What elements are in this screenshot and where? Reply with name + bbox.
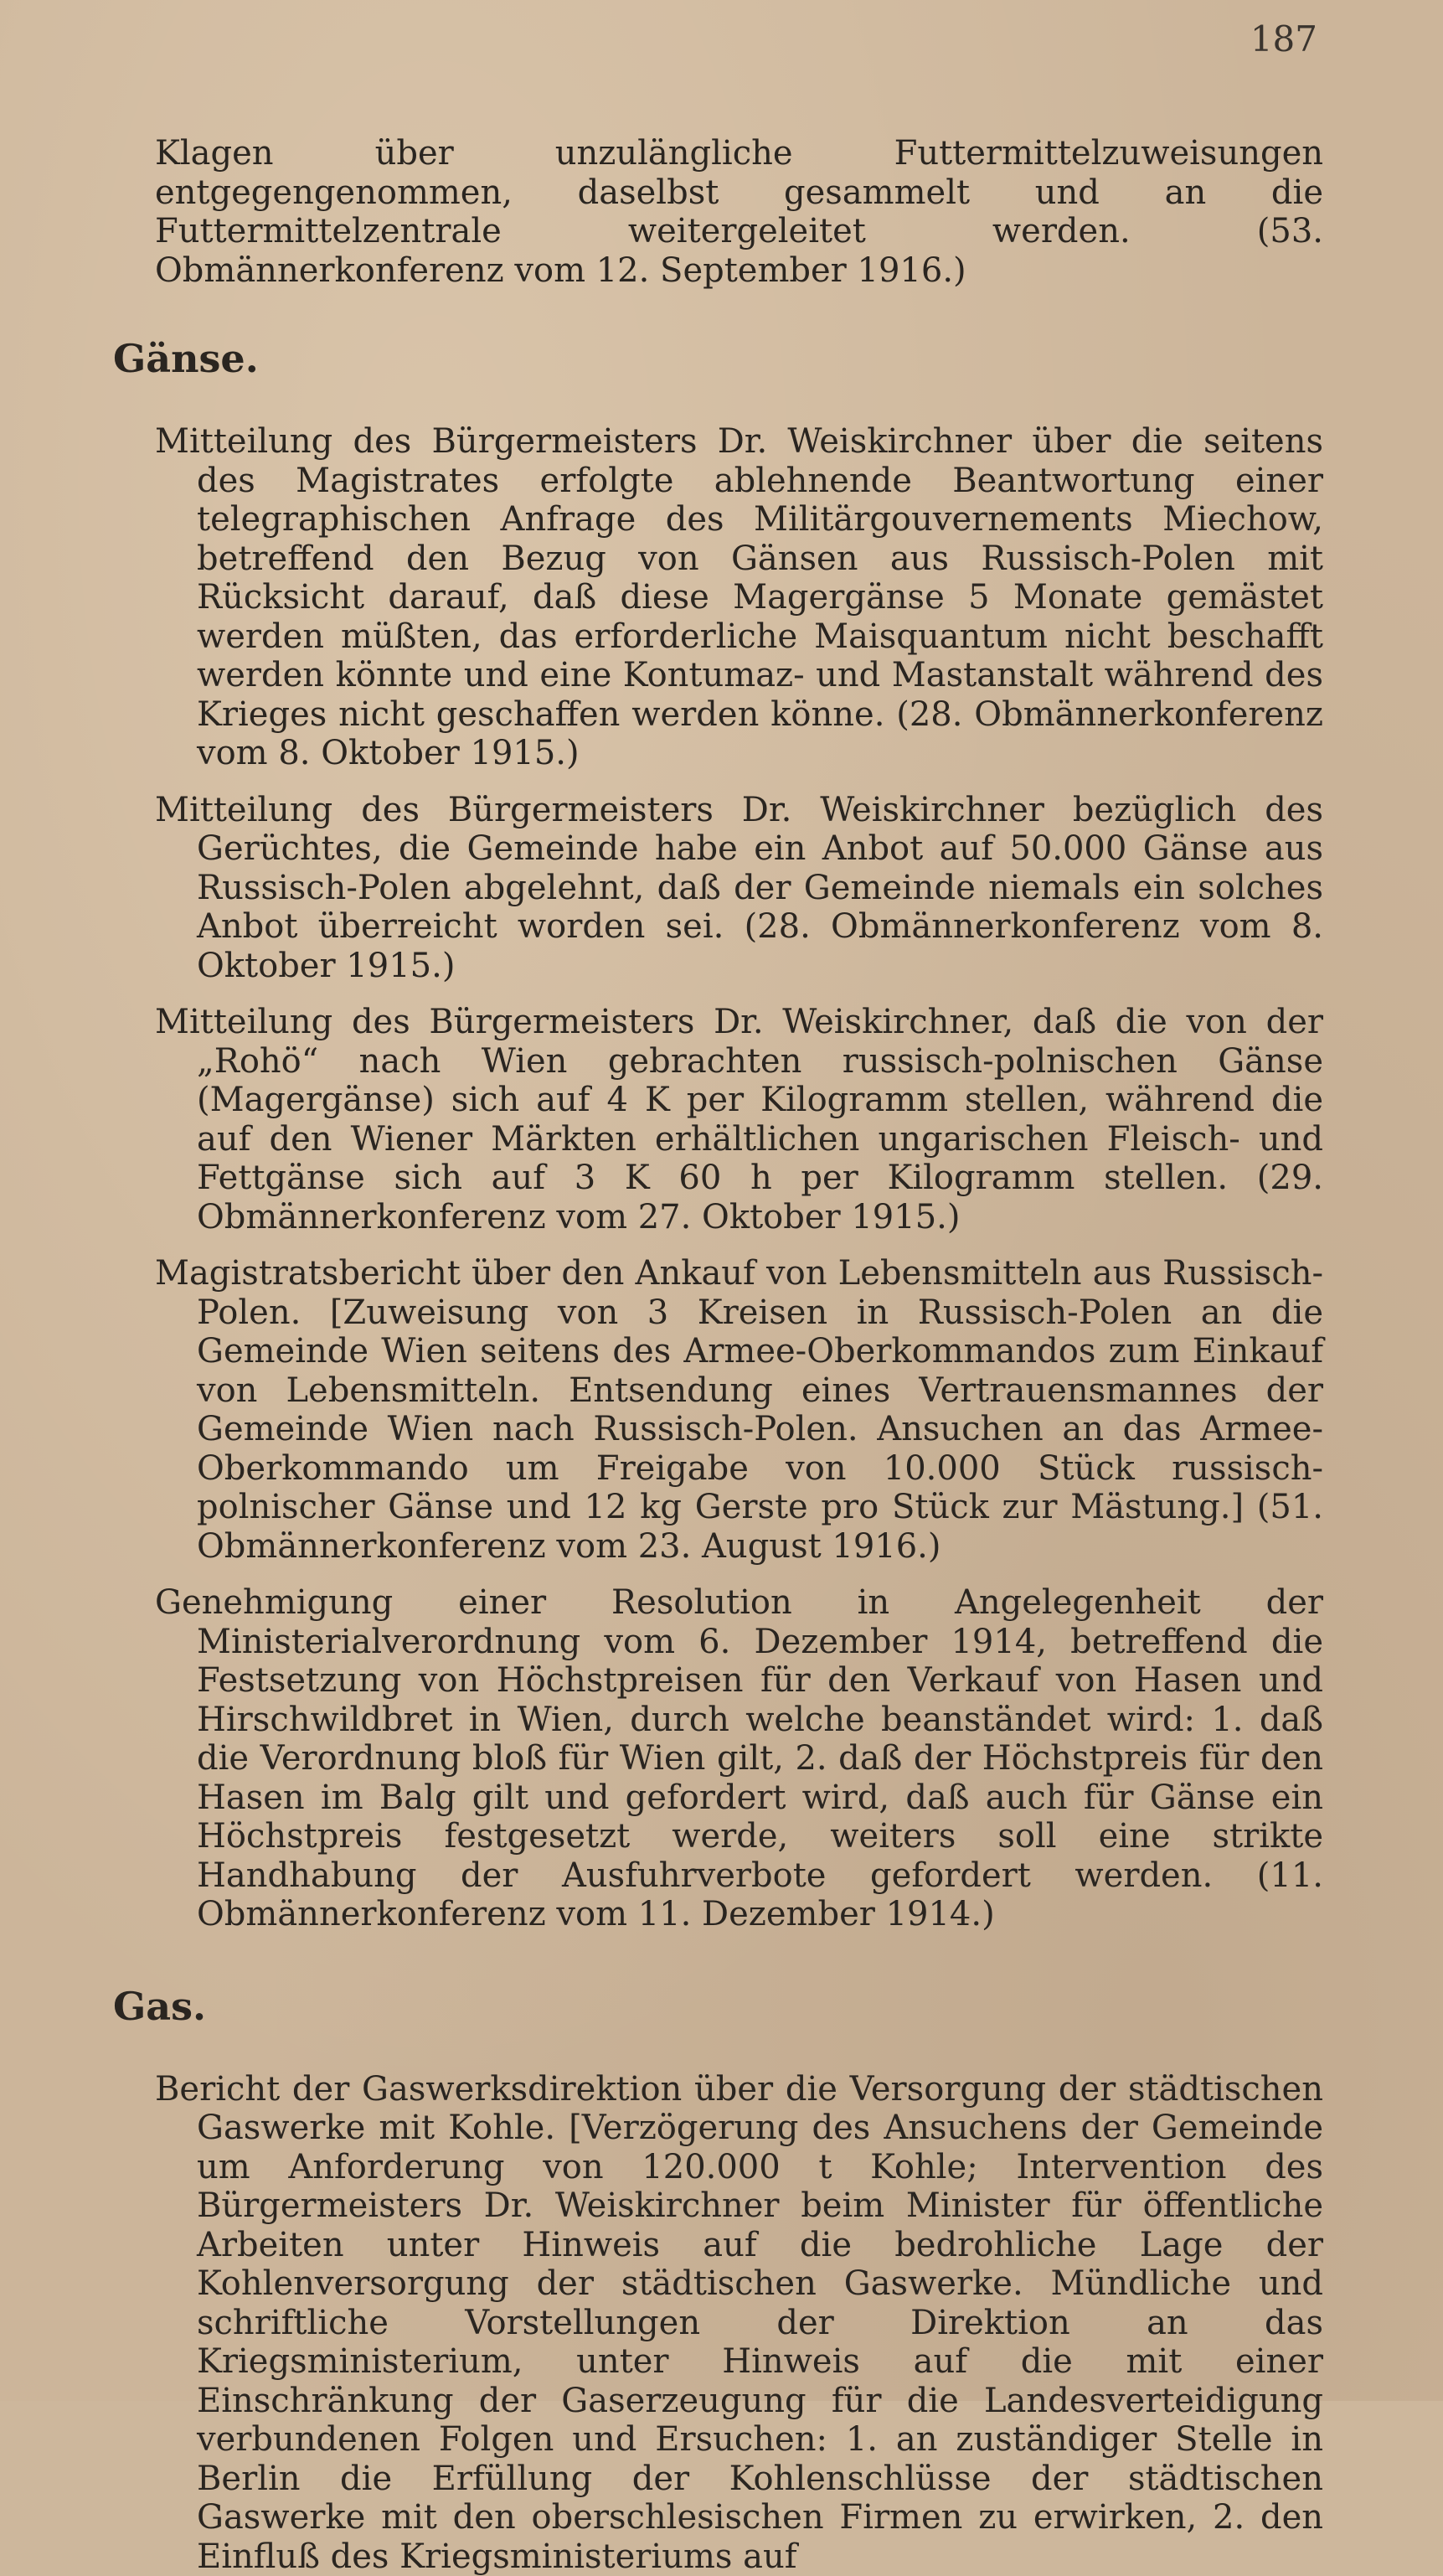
entry-gas-1: Bericht der Gaswerksdirektion über die Versorgung der städtischen Gaswerke mit Kohle. [Verzögerung des Ansuchens der Gemeinde um Anforderung von 120.000 t Kohle; Intervention des Bürgermeisters Dr. Weiskirchner beim Minister für öffentliche Arbeiten unter Hinweis auf die bedrohliche Lage der Kohlenversorgung der städtischen Gaswerke. Mündliche und schriftliche Vorstellungen der Direktion an das Kriegsministerium, unter Hinweis auf die mit einer Einschränkung der Gaserzeugung für die Landesverteidigung verbundenen Folgen und Ersuchen: 1. an zuständiger Stelle in Berlin die Erfüllung der Kohlenschlüsse der städtischen Gaswerke mit den oberschlesischen Firmen zu erwirken, 2. den Einfluß des Kriegsministeriums auf — [155, 2070, 1323, 2576]
entry-gaense-1: Mitteilung des Bürgermeisters Dr. Weiskirchner über die seitens des Magistrates erfolgte ablehnende Beantwortung einer telegraphischen Anfrage des Militärgouvernements Miechow, betreffend den Bezug von Gänsen aus Russisch-Polen mit Rücksicht darauf, daß diese Magergänse 5 Monate gemästet werden müßten, das erforderliche Maisquantum nicht beschafft werden könnte und eine Kontumaz- und Mastanstalt während des Krieges nicht geschaffen werden könne. (28. Obmännerkonferenz vom 8. Oktober 1915.) — [155, 422, 1323, 773]
section-heading-gaense: Gänse. — [113, 335, 1281, 382]
entry-gaense-4: Magistratsbericht über den Ankauf von Lebensmitteln aus Russisch-Polen. [Zuweisung von 3 Kreisen in Russisch-Polen an die Gemeinde Wien seitens des Armee-Oberkommandos zum Einkauf von Lebensmitteln. Entsendung eines Vertrauensmannes der Gemeinde Wien nach Russisch-Polen. Ansuchen an das Armee-Oberkommando um Freigabe von 10.000 Stück russisch-polnischer Gänse und 12 kg Gerste pro Stück zur Mästung.] (51. Obmännerkonferenz vom 23. August 1916.) — [155, 1254, 1323, 1566]
page-number: 187 — [1250, 18, 1317, 59]
intro-paragraph: Klagen über unzulängliche Futtermittelzuweisungen entgegengenommen, daselbst gesammelt und an die Futtermittelzentrale weitergeleitet werden. (53. Obmännerkonferenz vom 12. September 1916.) — [155, 134, 1323, 290]
section-heading-gas: Gas. — [113, 1983, 1281, 2030]
entry-gaense-5: Genehmigung einer Resolution in Angelegenheit der Ministerialverordnung vom 6. Dezember 1914, betreffend die Festsetzung von Höchstpreisen für den Verkauf von Hasen und Hirschwildbret in Wien, durch welche beanständet wird: 1. daß die Verordnung bloß für Wien gilt, 2. daß der Höchstpreis für den Hasen im Balg gilt und gefordert wird, daß auch für Gänse ein Höchstpreis festgesetzt werde, weiters soll eine strikte Handhabung der Ausfuhrverbote gefordert werden. (11. Obmännerkonferenz vom 11. Dezember 1914.) — [155, 1583, 1323, 1934]
entry-gaense-3: Mitteilung des Bürgermeisters Dr. Weiskirchner, daß die von der „Rohö“ nach Wien gebrachten russisch-polnischen Gänse (Magergänse) sich auf 4 K per Kilogramm stellen, während die auf den Wiener Märkten erhältlichen ungarischen Fleisch- und Fettgänse sich auf 3 K 60 h per Kilogramm stellen. (29. Obmännerkonferenz vom 27. Oktober 1915.) — [155, 1003, 1323, 1236]
entry-gaense-2: Mitteilung des Bürgermeisters Dr. Weiskirchner bezüglich des Gerüchtes, die Gemeinde habe ein Anbot auf 50.000 Gänse aus Russisch-Polen abgelehnt, daß der Gemeinde niemals ein solches Anbot überreicht worden sei. (28. Obmännerkonferenz vom 8. Oktober 1915.) — [155, 791, 1323, 986]
page-content — [155, 134, 1323, 2576]
